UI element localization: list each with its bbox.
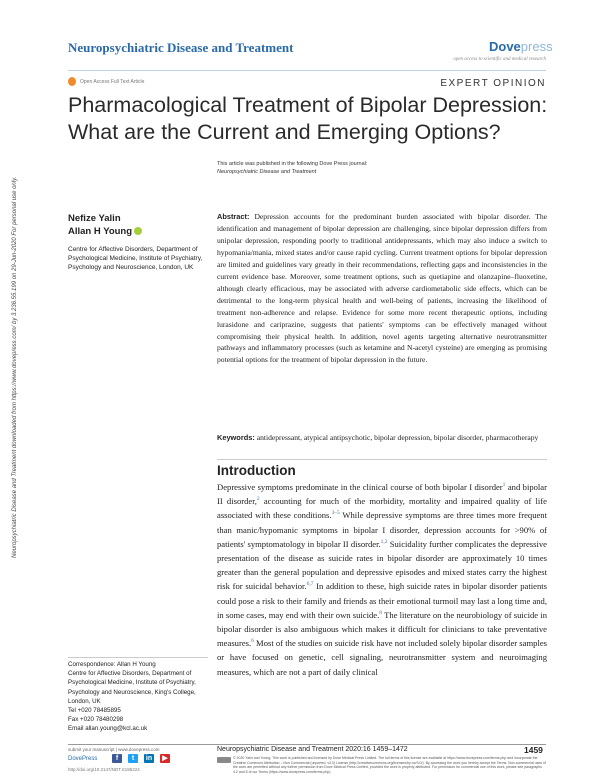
citation-ref[interactable]: 1 bbox=[502, 482, 506, 489]
article-type: EXPERT OPINION bbox=[440, 78, 546, 89]
keywords-text: antidepressant, atypical antipsychotic, bipolar depression, bipolar disorder, pharmacotherapy bbox=[254, 433, 539, 442]
body-text: Suicidality further complicates the depressive presentation of the disease as suicide rates in bipolar disorder are approximately 10 times greater than the general population and depressive episodes and mixed states carry the highest risk for suicidal behavior. bbox=[217, 538, 547, 592]
publisher-logo-light: press bbox=[520, 39, 553, 54]
correspondence-author: Correspondence: Allan H Young bbox=[68, 661, 156, 668]
publication-note-line: This article was published in the following Dove Press journal: bbox=[217, 161, 368, 167]
journal-name: Neuropsychiatric Disease and Treatment bbox=[68, 40, 294, 55]
article-title: Pharmacological Treatment of Bipolar Depression: What are the Current and Emerging Options? bbox=[68, 93, 548, 144]
citation-ref[interactable]: 1,2 bbox=[380, 538, 388, 545]
correspondence-tel: Tel +020 78485895 bbox=[68, 707, 121, 715]
dovepress-logo[interactable]: DovePress bbox=[68, 756, 98, 762]
body-text: While depressive symptoms are three times more frequent than manic/hypomanic symptoms in bipolar I disorder, depression accounts for >90% of patients' symptomatology in bipolar II disorder. bbox=[217, 510, 547, 549]
correspondence-divider bbox=[68, 657, 208, 658]
correspondence-email[interactable]: Email allan.young@kcl.ac.uk bbox=[68, 725, 148, 733]
abstract-text: Depression accounts for the predominant burden associated with bipolar disorder. The identification and management of bipolar depression are challenging, since bipolar depression differs from unipolar depression, responding poorly to traditional antidepressants, which may also induce a switch to hypomania/mania, mixed states and/or cause rapid cycling. Current treatment options for bipolar depression are limited and guidelines vary greatly in their recommendations, reflecting gaps and inconsistencies in the current evidence base. Moreover, some treatment options, such as quetiapine and olanzapine–fluoxetine, although clearly efficacious, may be associated with adverse cardiometabolic side effects, which can be detrimental to the long-term physical health and well-being of patients, increasing the likelihood of treatment non-adherence and relapse. Evidence for some more recent therapeutic options, including lurasidone and cariprazine, suggests that patients' symptoms can be effectively managed without compromising their physical health. In addition, novel agents targeting alternative neurotransmitter pathways and inflammatory processes (such as ketamine and N-acetyl cysteine) are emerging as promising potential options for the treatment of bipolar depression in the future. bbox=[217, 212, 547, 365]
citation-ref[interactable]: 8 bbox=[379, 609, 383, 616]
body-text: Most of the studies on suicide risk have not included solely bipolar disorder samples or have focused on genetic, cell signaling, neurotransmitter system and neuroimaging measures, which are not a part of daily clinical bbox=[217, 638, 547, 677]
keywords-label: Keywords: bbox=[217, 433, 255, 442]
keywords bbox=[217, 432, 547, 444]
body-text: The literature on the neurobiology of suicide in bipolar disorder is also ambiguous which makes it difficult for clinicians to take preventative measures. bbox=[217, 609, 547, 649]
submit-link[interactable]: submit your manuscript | www.dovepress.com bbox=[68, 747, 160, 752]
author-name: Allan H Young bbox=[68, 226, 133, 237]
twitter-icon[interactable]: t bbox=[128, 754, 138, 763]
linkedin-icon[interactable]: in bbox=[145, 755, 153, 762]
citation-ref[interactable]: 2 bbox=[256, 496, 260, 503]
open-access-note bbox=[68, 77, 144, 86]
open-access-label: Open Access Full Text Article bbox=[80, 78, 145, 85]
citation-ref[interactable]: 3–5 bbox=[331, 510, 340, 517]
body-text: Depressive symptoms predominate in the clinical course of both bipolar I disorder bbox=[217, 482, 503, 492]
author-list bbox=[68, 212, 142, 238]
social-links bbox=[112, 754, 170, 763]
journal-citation: Neuropsychiatric Disease and Treatment 2020:16 1459–1472 bbox=[217, 746, 408, 753]
open-access-icon bbox=[68, 77, 76, 86]
body-text: and bipolar II disorder, bbox=[217, 482, 547, 507]
youtube-icon[interactable]: ▶ bbox=[160, 754, 170, 763]
correspondence bbox=[68, 660, 208, 734]
section-heading: Introduction bbox=[217, 463, 296, 478]
publication-note bbox=[217, 160, 517, 176]
correspondence-address: Centre for Affective Disorders, Department of Psychological Medicine, Institute of Psychiatry, Psychology and Neuroscience, King's College, London, UK bbox=[68, 670, 196, 705]
download-sidebar: Neuropsychiatric Disease and Treatment downloaded from https://www.dovepress.com/ by 3.236.55.199 on 29-Jun-2020 For personal use only. bbox=[12, 176, 18, 558]
abstract-label: Abstract: bbox=[217, 212, 250, 221]
body-text: In addition to these, high suicide rates in bipolar disorder patients could pose a risk to their family and friends as their emotional turmoil may last a long time and, in some cases, may end with their own suicide. bbox=[217, 581, 547, 620]
introduction-text bbox=[217, 480, 547, 679]
body-text: accounting for much of the morbidity, mortality and impaired quality of life associated with these conditions. bbox=[217, 496, 547, 521]
citation-ref[interactable]: 6 bbox=[251, 638, 254, 645]
keywords-divider bbox=[217, 459, 547, 460]
citation-ref[interactable]: 6,7 bbox=[306, 581, 314, 588]
creative-commons-icon[interactable] bbox=[217, 757, 231, 763]
license-text: © 2020 Yalin and Young. This work is published and licensed by Dove Medical Press Limited. The full terms of this license are available at https://www.dovepress.com/terms.php and incorporate the Creative Commons Attribution – Non Commercial (unported, v3.0) License (http://creativecommons.org/licenses/by-nc/3.0/). By accessing the work you hereby accept the Terms. Non-commercial uses of the work are permitted without any further permission from Dove Medical Press Limited, provided the work is properly attributed. For permission for commercial use of this work, please see paragraphs 4.2 and 5 of our Terms (https://www.dovepress.com/terms.php). bbox=[233, 756, 546, 774]
header-divider bbox=[68, 70, 546, 71]
publisher-tagline: open access to scientific and medical research bbox=[453, 57, 546, 62]
footer-divider bbox=[68, 744, 546, 745]
page-number: 1459 bbox=[524, 745, 543, 755]
publisher-logo[interactable] bbox=[489, 39, 553, 54]
doi-link[interactable]: http://doi.org/10.2147/NDT.S195224 bbox=[68, 767, 140, 772]
abstract bbox=[217, 211, 547, 366]
facebook-icon[interactable]: f bbox=[112, 754, 122, 763]
publication-note-journal: Neuropsychiatric Disease and Treatment bbox=[217, 169, 317, 175]
author-affiliation: Centre for Affective Disorders, Department of Psychological Medicine, Institute of Psychiatry, Psychology and Neuroscience, London, UK bbox=[68, 246, 203, 272]
correspondence-fax: Fax +020 78480298 bbox=[68, 716, 124, 724]
author-name: Nefize Yalin bbox=[68, 213, 121, 224]
publisher-logo-bold: Dove bbox=[489, 39, 521, 54]
orcid-icon[interactable] bbox=[134, 227, 142, 235]
